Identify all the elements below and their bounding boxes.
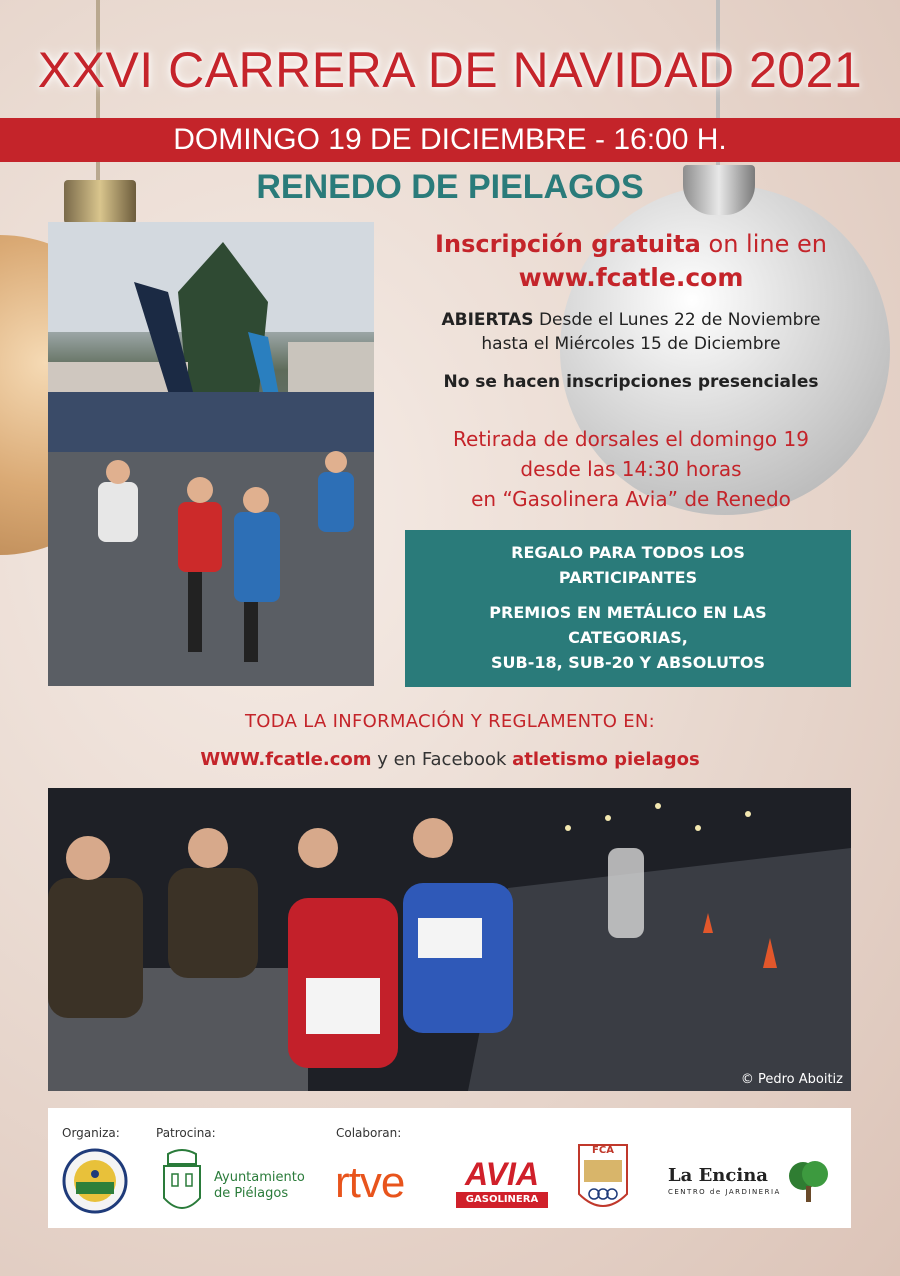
club-atletismo-logo: [62, 1148, 128, 1214]
rtve-logo: rtve: [335, 1158, 405, 1207]
fca-logo: [576, 1142, 630, 1218]
registration-dates: [396, 308, 866, 356]
website-link[interactable]: WWW.fcatle.com: [200, 749, 372, 770]
cash-line1: PREMIOS EN METÁLICO EN LAS: [489, 603, 767, 622]
location-title: RENEDO DE PIELAGOS: [256, 168, 644, 206]
photo-credit: © Pedro Aboitiz: [740, 1072, 843, 1087]
open-until: hasta el Miércoles 15 de Diciembre: [481, 334, 781, 354]
date-banner: [0, 118, 900, 162]
ayuntamiento-shield-logo: [160, 1148, 204, 1218]
open-label: ABIERTAS: [441, 310, 534, 330]
ayto-line1: Ayuntamiento: [214, 1170, 305, 1185]
tree-icon: [783, 1158, 833, 1204]
open-from: Desde el Lunes 22 de Noviembre: [533, 310, 821, 330]
avia-subtitle: GASOLINERA: [456, 1192, 548, 1208]
free-registration-label: Inscripción gratuita: [435, 230, 701, 258]
bib-pickup-line1: Retirada de dorsales el domingo 19: [453, 427, 809, 451]
prizes-box: [405, 530, 851, 687]
night-race-photo: [48, 788, 851, 1091]
facebook-link[interactable]: atletismo pielagos: [512, 749, 700, 770]
la-encina-subtitle: CENTRO de JARDINERIA: [668, 1188, 781, 1196]
cash-prize-info: [405, 600, 851, 675]
registration-url-link[interactable]: www.fcatle.com: [518, 263, 744, 292]
organiza-label: Organiza:: [62, 1126, 120, 1140]
gift-line1: REGALO PARA TODOS LOS: [511, 543, 745, 562]
fca-text: FCA: [592, 1145, 614, 1156]
kids-race-photo: [48, 222, 374, 686]
info-middle-text: y en Facebook: [371, 749, 513, 770]
online-text: on line en: [700, 230, 827, 258]
cash-line2: CATEGORIAS,: [568, 628, 688, 647]
gift-info: [405, 540, 851, 590]
colaboran-label: Colaboran:: [336, 1126, 402, 1140]
date-text: DOMINGO 19 DE DICIEMBRE - 16:00 H.: [173, 123, 727, 156]
cash-line3: SUB-18, SUB-20 Y ABSOLUTOS: [491, 653, 765, 672]
patrocina-label: Patrocina:: [156, 1126, 216, 1140]
ayto-line2: de Piélagos: [214, 1186, 289, 1201]
la-encina-logo-text: La Encina: [668, 1165, 768, 1186]
avia-logo: [456, 1158, 548, 1210]
info-links: [0, 746, 900, 774]
sponsors-footer: [48, 1108, 851, 1228]
ayuntamiento-text: [214, 1170, 305, 1202]
event-title: XXVI CARRERA DE NAVIDAD 2021: [37, 42, 863, 98]
free-registration-line: [396, 228, 866, 260]
info-heading: TODA LA INFORMACIÓN Y REGLAMENTO EN:: [244, 711, 656, 732]
bib-pickup-line2: desde las 14:30 horas: [520, 457, 742, 481]
kids-race-illustration: [48, 222, 374, 686]
night-race-illustration: [48, 788, 851, 1091]
gift-line2: PARTICIPANTES: [558, 568, 698, 587]
bib-pickup-info: [396, 424, 866, 514]
bib-pickup-line3: en “Gasolinera Avia” de Renedo: [471, 487, 791, 511]
avia-word: AVIA: [464, 1156, 540, 1192]
no-in-person-notice: No se hacen inscripciones presenciales: [443, 372, 819, 392]
